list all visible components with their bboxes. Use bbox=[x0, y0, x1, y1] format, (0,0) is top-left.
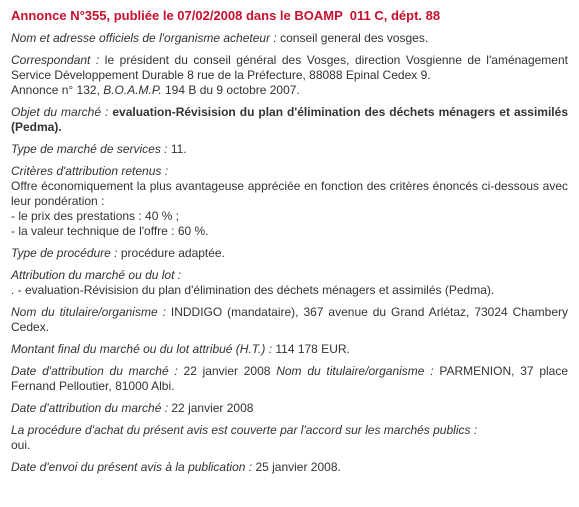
accord-value: oui. bbox=[11, 438, 31, 452]
montant-label: Montant final du marché ou du lot attribué (H.T.) : bbox=[11, 342, 273, 356]
criteres-section bbox=[11, 164, 568, 239]
correspondant-label: Correspondant : bbox=[11, 53, 100, 67]
date-attribution-label: Date d'attribution du marché : bbox=[11, 401, 169, 415]
attribution-section bbox=[11, 268, 568, 298]
date-attribution-section bbox=[11, 401, 568, 416]
organisme-label: Nom et adresse officiels de l'organisme acheteur : bbox=[11, 31, 277, 45]
titulaire-label: Nom du titulaire/organisme : bbox=[11, 305, 166, 319]
procedure-label: Type de procédure : bbox=[11, 246, 118, 260]
type-marche-value: 11. bbox=[167, 142, 187, 156]
criteres-label: Critères d'attribution retenus : bbox=[11, 164, 169, 178]
organisme-section bbox=[11, 31, 568, 46]
envoi-value: 25 janvier 2008. bbox=[252, 460, 341, 474]
correspondant-value: le président du conseil général des Vosges, direction Vosgienne de l'aménagement Service Développement Durable 8 rue de la Préfecture, 88088 Epinal Cedex 9. bbox=[11, 53, 568, 82]
accord-label: La procédure d'achat du présent avis est couverte par l'accord sur les marchés publics : bbox=[11, 423, 478, 437]
titulaire-value: INDDIGO (mandataire), 367 avenue du Grand Arlétaz, 73024 Chambery Cedex. bbox=[11, 305, 568, 334]
montant-section bbox=[11, 342, 568, 357]
attribution-date-label: Date d'attribution du marché : bbox=[11, 364, 178, 378]
type-marche-label: Type de marché de services : bbox=[11, 142, 168, 156]
annonce-reference bbox=[11, 83, 568, 98]
organisme-value: conseil general des vosges. bbox=[276, 31, 429, 45]
date-attribution-value: 22 janvier 2008 bbox=[168, 401, 254, 415]
correspondant-section bbox=[11, 53, 568, 98]
attribution-date-value: 22 janvier 2008 bbox=[177, 364, 277, 378]
objet-section bbox=[11, 105, 568, 135]
envoi-label: Date d'envoi du présent avis à la publication : bbox=[11, 460, 253, 474]
attribution-titulaire-section bbox=[11, 364, 568, 394]
accord-section bbox=[11, 423, 568, 453]
titulaire2-label: Nom du titulaire/organisme : bbox=[276, 364, 434, 378]
annonce-prefix: Annonce n° 132, bbox=[11, 83, 104, 97]
envoi-section bbox=[11, 460, 568, 475]
attribution-label: Attribution du marché ou du lot : bbox=[11, 268, 182, 282]
montant-value: 114 178 EUR. bbox=[272, 342, 350, 356]
titulaire2-value: PARMENION, 37 place Fernand Pelloutier, 81000 Albi. bbox=[11, 364, 569, 393]
critere-item: - le prix des prestations : 40 % ; bbox=[11, 209, 180, 223]
annonce-boamp: B.O.A.M.P. bbox=[103, 83, 162, 97]
criteres-intro: Offre économiquement la plus avantageuse appréciée en fonction des critères énoncés ci-dessous avec leur pondération : bbox=[11, 179, 568, 208]
attribution-value: . - evaluation-Révisision du plan d'élimination des déchets ménagers et assimilés (Pedma). bbox=[11, 283, 495, 297]
annonce-suffix: 194 B du 9 octobre 2007. bbox=[161, 83, 300, 97]
critere-item: - la valeur technique de l'offre : 60 %. bbox=[11, 224, 209, 238]
titulaire-section bbox=[11, 305, 568, 335]
objet-label: Objet du marché : bbox=[11, 105, 109, 119]
procedure-value: procédure adaptée. bbox=[117, 246, 225, 260]
objet-value: evaluation-Révisision du plan d'élimination des déchets ménagers et assimilés (Pedma). bbox=[11, 105, 568, 134]
type-marche-section bbox=[11, 142, 568, 157]
procedure-section bbox=[11, 246, 568, 261]
notice-title: Annonce N°355, publiée le 07/02/2008 dans le BOAMP 011 C, dépt. 88 bbox=[11, 8, 441, 23]
